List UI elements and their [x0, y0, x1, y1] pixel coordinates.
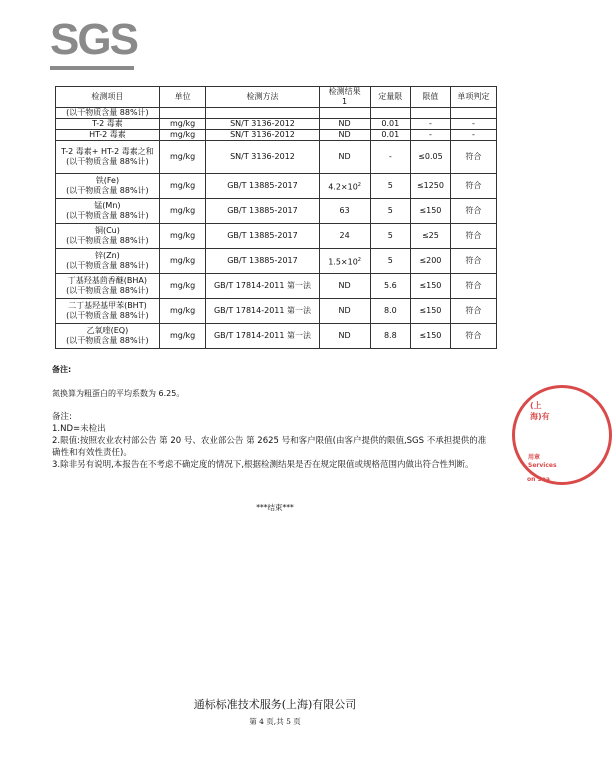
loq-cell: 8.0: [370, 299, 410, 324]
loq-cell: 5: [370, 224, 410, 249]
table-header-row: [56, 87, 497, 108]
result-exponent: 2: [357, 181, 361, 188]
result-cell: ND: [319, 141, 370, 174]
item-cell: 丁基羟基茴香醚(BHA) (以干物质含量 88%计): [56, 274, 160, 299]
results-table: [55, 86, 497, 349]
header-unit: 单位: [159, 87, 206, 108]
judge-cell: 符合: [450, 224, 496, 249]
table-row: [56, 299, 497, 324]
method-cell: GB/T 17814-2011 第一法: [206, 274, 319, 299]
loq-cell: 0.01: [370, 130, 410, 141]
loq-cell: 5.6: [370, 274, 410, 299]
item-cell: T-2 毒素+ HT-2 毒素之和(以干物质含量 88%计): [56, 141, 160, 174]
limit-cell: ≤0.05: [411, 141, 451, 174]
result-cell: ND: [319, 119, 370, 130]
note-item: 2.限值:按照农业农村部公告 第 20 号、农业部公告 第 2625 号和客户限值(由客户提供的限值,SGS 不承担提供的准确性和有效性责任)。: [52, 436, 487, 458]
result-cell: ND: [319, 274, 370, 299]
header-judge: 单项判定: [450, 87, 496, 108]
limit-cell: ≤150: [411, 299, 451, 324]
method-cell: GB/T 17814-2011 第一法: [206, 299, 319, 324]
item-cell: T-2 毒素: [56, 119, 160, 130]
judge-cell: -: [450, 119, 496, 130]
judge-cell: 符合: [450, 299, 496, 324]
judge-cell: 符合: [450, 249, 496, 274]
logo-underline: [50, 66, 134, 70]
limit-cell: ≤200: [411, 249, 451, 274]
continued-item-cell: (以干物质含量 88%计): [56, 108, 160, 119]
result-cell: ND: [319, 324, 370, 349]
judge-cell: 符合: [450, 274, 496, 299]
method-cell: GB/T 17814-2011 第一法: [206, 324, 319, 349]
unit-cell: mg/kg: [159, 199, 206, 224]
result-cell: [319, 249, 370, 274]
unit-cell: mg/kg: [159, 141, 206, 174]
sgs-logo: [50, 15, 137, 64]
loq-cell: 5: [370, 174, 410, 199]
item-cell: 锰(Mn) (以干物质含量 88%计): [56, 199, 160, 224]
result-base: 1.5×10: [328, 257, 358, 267]
judge-cell: 符合: [450, 141, 496, 174]
notes-section: [52, 411, 492, 471]
judge-cell: 符合: [450, 174, 496, 199]
seal-text: Services: [528, 462, 557, 469]
limit-cell: ≤150: [411, 274, 451, 299]
table-row: [56, 224, 497, 249]
judge-cell: 符合: [450, 324, 496, 349]
unit-cell: mg/kg: [159, 249, 206, 274]
result-cell: ND: [319, 299, 370, 324]
unit-cell: mg/kg: [159, 324, 206, 349]
loq-cell: 8.8: [370, 324, 410, 349]
item-cell: 铜(Cu) (以干物质含量 88%计): [56, 224, 160, 249]
limit-cell: -: [411, 130, 451, 141]
table-row: [56, 130, 497, 141]
loq-cell: 5: [370, 249, 410, 274]
unit-cell: mg/kg: [159, 174, 206, 199]
limit-cell: ≤150: [411, 199, 451, 224]
table-row: [56, 174, 497, 199]
footer-page-number: 第 4 页,共 5 页: [249, 717, 301, 726]
unit-cell: mg/kg: [159, 130, 206, 141]
unit-cell: mg/kg: [159, 299, 206, 324]
limit-cell: ≤150: [411, 324, 451, 349]
item-cell: 乙氧喹(EQ) (以干物质含量 88%计): [56, 324, 160, 349]
loq-cell: -: [370, 141, 410, 174]
remarks-title: 备注:: [52, 365, 72, 374]
note-item: 1.ND=未检出: [52, 424, 106, 434]
unit-cell: mg/kg: [159, 119, 206, 130]
table-row: [56, 274, 497, 299]
method-cell: GB/T 13885-2017: [206, 249, 319, 274]
remarks-text: 氮换算为粗蛋白的平均系数为 6.25。: [52, 389, 185, 398]
unit-cell: mg/kg: [159, 224, 206, 249]
limit-cell: ≤25: [411, 224, 451, 249]
method-cell: SN/T 3136-2012: [206, 130, 319, 141]
method-cell: SN/T 3136-2012: [206, 119, 319, 130]
result-cell: 63: [319, 199, 370, 224]
method-cell: GB/T 13885-2017: [206, 224, 319, 249]
result-base: 4.2×10: [328, 182, 358, 192]
table-row: [56, 119, 497, 130]
judge-cell: 符合: [450, 199, 496, 224]
note-item: 3.除非另有说明,本报告在不考虑不确定度的情况下,根据检测结果是否在规定限值或规格范围内做出符合性判断。: [52, 460, 474, 470]
method-cell: GB/T 13885-2017: [206, 199, 319, 224]
header-item: 检测项目: [56, 87, 160, 108]
table-row: [56, 324, 497, 349]
seal-text: (上海)有: [530, 401, 550, 421]
header-result: 检测结果 1: [319, 87, 370, 108]
result-exponent: 2: [357, 256, 361, 263]
item-cell: 锌(Zn) (以干物质含量 88%计): [56, 249, 160, 274]
method-cell: GB/T 13885-2017: [206, 174, 319, 199]
table-row: [56, 199, 497, 224]
limit-cell: -: [411, 119, 451, 130]
table-row: [56, 249, 497, 274]
judge-cell: -: [450, 130, 496, 141]
seal-text: 用章: [528, 454, 541, 461]
table-row: [56, 108, 497, 119]
item-cell: 铁(Fe) (以干物质含量 88%计): [56, 174, 160, 199]
result-cell: [319, 174, 370, 199]
sgs-logo-text: SGS: [50, 15, 137, 64]
loq-cell: 0.01: [370, 119, 410, 130]
method-cell: SN/T 3136-2012: [206, 141, 319, 174]
unit-cell: mg/kg: [159, 274, 206, 299]
limit-cell: ≤1250: [411, 174, 451, 199]
header-method: 检测方法: [206, 87, 319, 108]
table-row: [56, 141, 497, 174]
company-seal: [512, 385, 612, 485]
header-loq: 定量限: [370, 87, 410, 108]
seal-text: on Sea: [527, 476, 550, 483]
header-limit: 限值: [411, 87, 451, 108]
loq-cell: 5: [370, 199, 410, 224]
footer-company: 通标标准技术服务(上海)有限公司: [193, 698, 357, 711]
end-mark: ***结束***: [256, 503, 294, 512]
result-cell: 24: [319, 224, 370, 249]
notes-title: 备注:: [52, 412, 72, 422]
item-cell: HT-2 毒素: [56, 130, 160, 141]
item-cell: 二丁基羟基甲苯(BHT) (以干物质含量 88%计): [56, 299, 160, 324]
result-cell: ND: [319, 130, 370, 141]
